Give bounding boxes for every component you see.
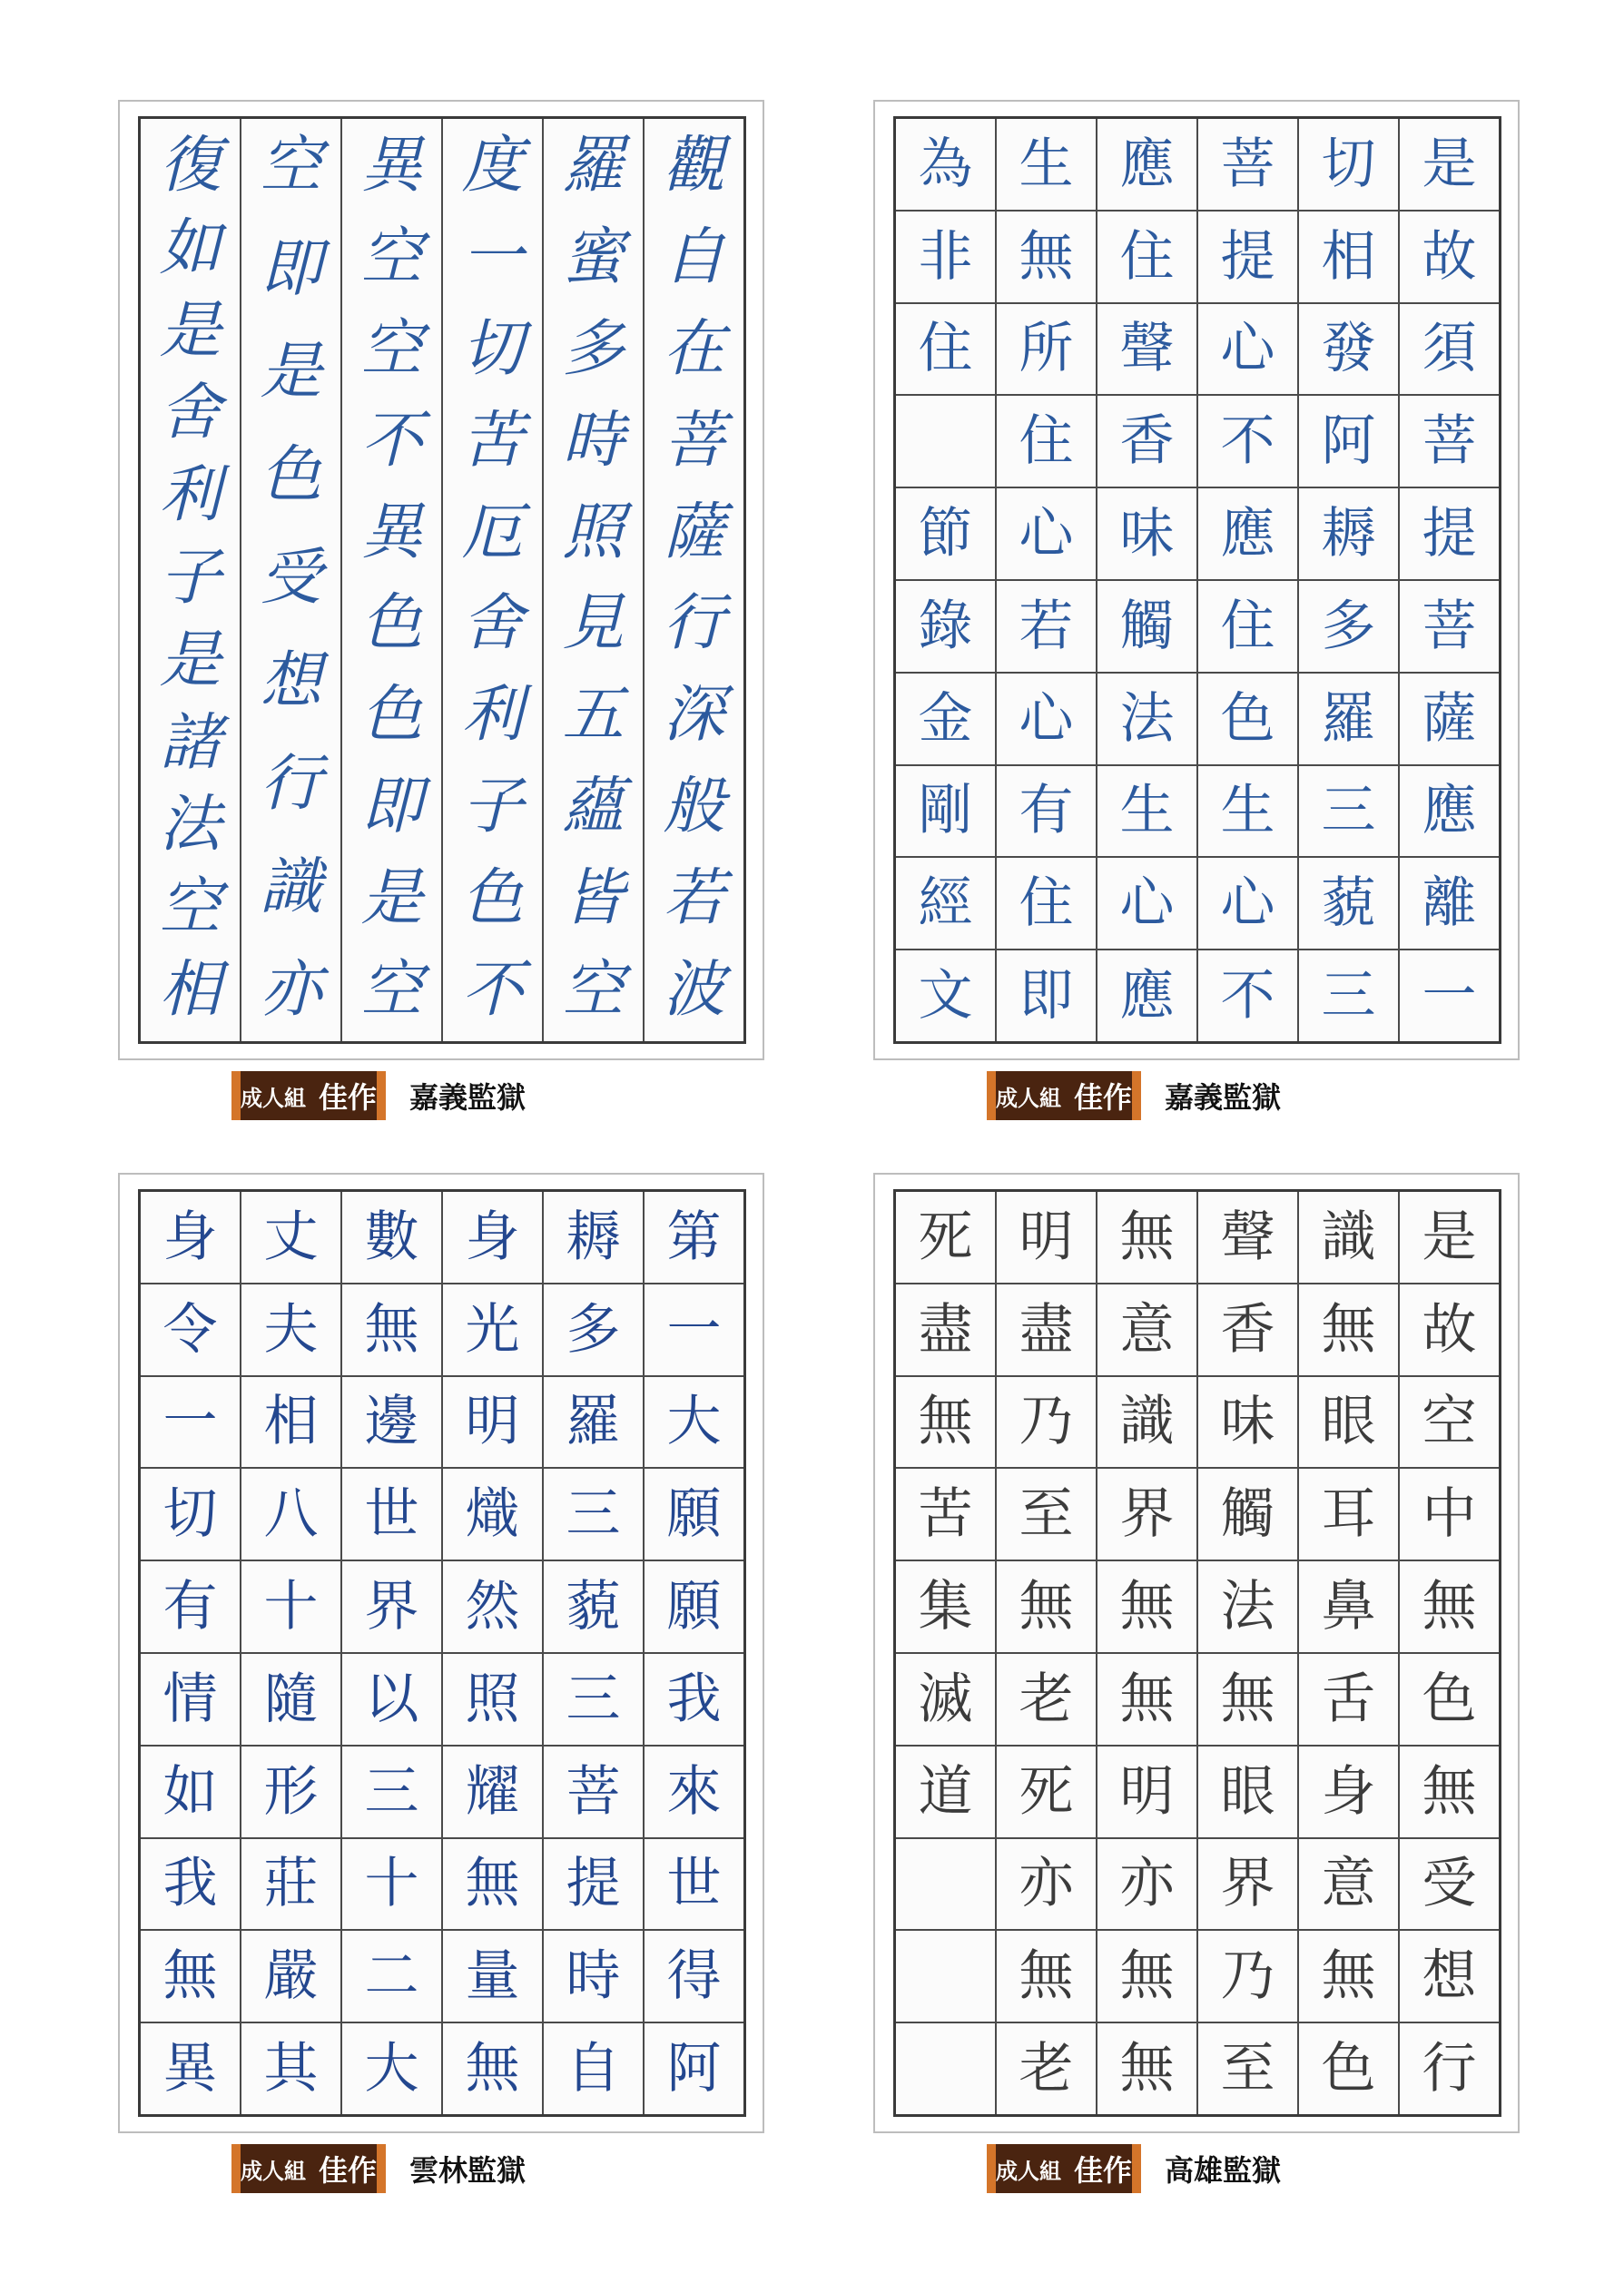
grid-cell: 第 [645, 1192, 743, 1284]
grid-cell: 菩 [1400, 396, 1499, 488]
grid-cell: 多 [1299, 581, 1398, 674]
grid-cell: 熾 [443, 1469, 542, 1561]
grid-column [342, 1192, 443, 2114]
grid-cell: 無 [1097, 1931, 1196, 2023]
institution-name: 嘉義監獄 [1165, 1080, 1282, 1115]
grid-cell: 無 [342, 1284, 441, 1377]
grid-cell: 阿 [1299, 396, 1398, 488]
grid-cell: 生 [1198, 766, 1297, 859]
character: 空 [360, 953, 423, 1026]
grid-cell: 薩 [1400, 674, 1499, 766]
award-label: 佳作 [1074, 2153, 1133, 2188]
character: 是 [260, 336, 322, 408]
grid-cell: 無 [896, 1377, 995, 1470]
grid-cell: 錄 [896, 581, 995, 674]
grid-cell: 眼 [1299, 1377, 1398, 1470]
grid-cell: 明 [997, 1192, 1096, 1284]
award-badge [987, 2144, 1141, 2193]
character: 舍 [461, 587, 524, 660]
grid-cell: 嚴 [241, 1931, 340, 2023]
grid-cell: 我 [141, 1839, 240, 1932]
grid-cell: 無 [465, 2037, 520, 2101]
character: 空 [562, 953, 625, 1026]
grid-cell: 中 [1400, 1469, 1499, 1561]
grid-cell: 十 [342, 1839, 441, 1932]
grid-cell: 界 [342, 1561, 441, 1654]
grid-cell: 乃 [1198, 1931, 1297, 2023]
character: 是 [360, 862, 423, 934]
grid-cell: 身 [1299, 1747, 1398, 1839]
text-column [241, 119, 342, 1041]
grid-cell: 相 [1299, 212, 1398, 304]
grid-cell: 耀 [443, 1747, 542, 1839]
grid-cell: 菩 [1198, 119, 1297, 212]
grid-cell: 羅 [544, 1377, 643, 1470]
grid-cell: 無 [1198, 1654, 1297, 1747]
grid-cell: 一 [1422, 964, 1477, 1028]
grid-cell: 大 [645, 1377, 743, 1470]
grid-cell: 盡 [997, 1284, 1096, 1377]
grid-cell: 三 [544, 1654, 643, 1747]
grid-cell: 香 [1097, 396, 1196, 488]
grid-cell: 非 [896, 212, 995, 304]
group-label: 成人組 [996, 2158, 1061, 2184]
grid-cell: 心 [1198, 858, 1297, 950]
text-column [645, 119, 743, 1041]
grid-cell: 隨 [241, 1654, 340, 1747]
grid-cell: 亦 [1097, 1839, 1196, 1932]
grid-cell: 量 [443, 1931, 542, 2023]
character: 羅 [562, 130, 625, 202]
calligraphy-paper [138, 1189, 746, 2117]
character: 深 [663, 679, 725, 752]
grid-cell: 無 [443, 1839, 542, 1932]
award-badge [231, 1071, 386, 1120]
grid-cell: 節 [896, 488, 995, 581]
grid-cell: 菩 [544, 1747, 643, 1839]
grid-cell: 老 [1019, 2037, 1074, 2101]
award-badge [987, 1071, 1141, 1120]
grid-cell: 聲 [1198, 1192, 1297, 1284]
grid-cell: 阿 [666, 2037, 722, 2101]
grid-cell: 應 [1198, 488, 1297, 581]
character: 在 [663, 312, 725, 385]
character: 異 [360, 496, 423, 568]
grid-cell: 故 [1400, 1284, 1499, 1377]
grid-cell: 味 [1097, 488, 1196, 581]
character: 多 [562, 312, 625, 385]
grid-column [1198, 1192, 1299, 2114]
grid-cell: 法 [1198, 1561, 1297, 1654]
grid-cell: 無 [1299, 1931, 1398, 2023]
calligraphy-paper [893, 1189, 1501, 2117]
grid-cell: 住 [997, 396, 1096, 488]
grid-cell: 眼 [1198, 1747, 1297, 1839]
grid-cell: 光 [443, 1284, 542, 1377]
grid-cell: 所 [997, 304, 1096, 397]
grid-cell: 情 [141, 1654, 240, 1747]
grid-cell: 經 [896, 858, 995, 950]
grid-cell: 耨 [1299, 488, 1398, 581]
character: 色 [461, 862, 524, 934]
character: 行 [663, 587, 725, 660]
character: 色 [360, 679, 423, 752]
character: 空 [360, 221, 423, 293]
grid-cell: 願 [645, 1469, 743, 1561]
character: 五 [562, 679, 625, 752]
institution-name: 嘉義監獄 [409, 1080, 527, 1115]
grid-cell: 耨 [544, 1192, 643, 1284]
grid-cell: 世 [342, 1469, 441, 1561]
grid-cell: 應 [1119, 964, 1175, 1028]
text-column [443, 119, 544, 1041]
grid-cell: 無 [997, 1561, 1096, 1654]
character: 是 [159, 624, 221, 696]
character: 如 [159, 212, 221, 284]
grid-cell: 住 [896, 304, 995, 397]
award-label: 佳作 [1074, 1080, 1133, 1115]
character: 異 [360, 130, 423, 202]
text-column [544, 119, 645, 1041]
grid-cell: 心 [1097, 858, 1196, 950]
grid-cell: 受 [1400, 1839, 1499, 1932]
text-column [342, 119, 443, 1041]
grid-cell: 界 [1097, 1469, 1196, 1561]
grid-cell: 邊 [342, 1377, 441, 1470]
character: 厄 [461, 496, 524, 568]
grid-cell: 住 [1097, 212, 1196, 304]
grid-cell: 無 [997, 212, 1096, 304]
grid-cell: 識 [1097, 1377, 1196, 1470]
character: 舍 [159, 377, 221, 449]
grid-cell: 三 [1321, 964, 1376, 1028]
grid-column [141, 1192, 241, 2114]
grid-column [544, 1192, 645, 2114]
character: 自 [663, 221, 725, 293]
text-column [141, 119, 241, 1041]
grid-cell: 空 [1400, 1377, 1499, 1470]
character: 蜜 [562, 221, 625, 293]
grid-cell: 道 [896, 1747, 995, 1839]
institution-name: 雲林監獄 [409, 2153, 527, 2188]
grid-cell: 心 [997, 488, 1096, 581]
institution-name: 高雄監獄 [1165, 2153, 1282, 2188]
character: 相 [159, 953, 221, 1026]
grid-column [1400, 119, 1499, 1041]
grid-cell: 夫 [241, 1284, 340, 1377]
character: 是 [159, 294, 221, 367]
grid-cell: 明 [443, 1377, 542, 1470]
grid-cell: 八 [241, 1469, 340, 1561]
character: 空 [159, 871, 221, 944]
character: 度 [461, 130, 524, 202]
character-grid [141, 1192, 743, 2114]
character: 薩 [663, 496, 725, 568]
grid-cell: 羅 [1299, 674, 1398, 766]
grid-cell [896, 1839, 995, 1932]
character: 不 [461, 953, 524, 1026]
character: 苦 [461, 404, 524, 477]
grid-cell: 有 [141, 1561, 240, 1654]
character: 若 [663, 862, 725, 934]
grid-cell: 無 [1400, 1561, 1499, 1654]
entry-caption-3 [231, 2144, 526, 2193]
grid-cell: 切 [1299, 119, 1398, 212]
grid-cell: 三 [1299, 766, 1398, 859]
grid-cell: 十 [241, 1561, 340, 1654]
grid-cell [896, 2023, 995, 2114]
grid-column [241, 1192, 342, 2114]
grid-cell: 金 [896, 674, 995, 766]
grid-column [1400, 1192, 1499, 2114]
grid-cell: 願 [645, 1561, 743, 1654]
grid-cell: 是 [1400, 1192, 1499, 1284]
character: 利 [159, 459, 221, 532]
grid-column [997, 119, 1097, 1041]
grid-cell: 有 [997, 766, 1096, 859]
character: 見 [562, 587, 625, 660]
entry-caption-4 [987, 2144, 1281, 2193]
grid-cell: 無 [1097, 1561, 1196, 1654]
grid-cell: 色 [1400, 1654, 1499, 1747]
award-badge [231, 2144, 386, 2193]
grid-cell: 我 [645, 1654, 743, 1747]
grid-cell: 味 [1198, 1377, 1297, 1470]
grid-cell: 形 [241, 1747, 340, 1839]
grid-cell: 無 [997, 1931, 1096, 2023]
character: 即 [360, 771, 423, 843]
character: 諸 [159, 706, 221, 779]
grid-cell: 亦 [997, 1839, 1096, 1932]
grid-column [997, 1192, 1097, 2114]
character: 亦 [260, 954, 322, 1026]
grid-cell: 為 [896, 119, 995, 212]
grid-cell: 無 [1097, 1654, 1196, 1747]
grid-cell: 其 [263, 2037, 319, 2101]
grid-cell: 苦 [896, 1469, 995, 1561]
grid-cell: 法 [1097, 674, 1196, 766]
grid-cell: 識 [1299, 1192, 1398, 1284]
grid-column [1198, 119, 1299, 1041]
grid-cell: 觸 [1097, 581, 1196, 674]
character: 想 [260, 645, 322, 717]
grid-cell: 三 [544, 1469, 643, 1561]
grid-cell: 令 [141, 1284, 240, 1377]
grid-cell: 文 [918, 964, 973, 1028]
grid-cell: 時 [544, 1931, 643, 2023]
grid-cell: 色 [1198, 674, 1297, 766]
entry-caption-2 [987, 1071, 1281, 1120]
character: 行 [260, 748, 322, 820]
grid-cell: 即 [1019, 964, 1074, 1028]
character: 子 [159, 541, 221, 614]
character: 空 [260, 130, 322, 202]
grid-cell: 明 [1097, 1747, 1196, 1839]
character: 皆 [562, 862, 625, 934]
grid-cell: 照 [443, 1654, 542, 1747]
grid-cell: 得 [645, 1931, 743, 2023]
grid-cell: 異 [162, 2037, 218, 2101]
character: 受 [260, 542, 322, 614]
grid-cell: 藐 [544, 1561, 643, 1654]
grid-cell: 意 [1299, 1839, 1398, 1932]
grid-cell: 丈 [241, 1192, 340, 1284]
grid-column [1299, 1192, 1400, 2114]
grid-cell: 觸 [1198, 1469, 1297, 1561]
character: 一 [461, 221, 524, 293]
group-label: 成人組 [996, 1085, 1061, 1111]
grid-cell: 藐 [1299, 858, 1398, 950]
grid-column [896, 1192, 997, 2114]
entry-sheet-3 [118, 1173, 764, 2133]
grid-cell: 菩 [1400, 581, 1499, 674]
grid-cell: 想 [1400, 1931, 1499, 2023]
grid-cell: 住 [997, 858, 1096, 950]
grid-cell: 一 [141, 1377, 240, 1470]
grid-cell: 數 [342, 1192, 441, 1284]
grid-cell: 身 [443, 1192, 542, 1284]
grid-cell: 無 [1119, 2037, 1175, 2101]
grid-cell: 意 [1097, 1284, 1196, 1377]
grid-cell: 相 [241, 1377, 340, 1470]
grid-cell: 生 [997, 119, 1096, 212]
character: 法 [159, 789, 221, 861]
character: 不 [360, 404, 423, 477]
grid-cell: 多 [544, 1284, 643, 1377]
entry-sheet-1 [118, 100, 764, 1060]
character: 即 [260, 232, 322, 305]
entry-sheet-2 [873, 100, 1520, 1060]
grid-cell: 舌 [1299, 1654, 1398, 1747]
grid-cell: 至 [997, 1469, 1096, 1561]
grid-cell: 應 [1097, 119, 1196, 212]
grid-cell: 剛 [896, 766, 995, 859]
grid-cell: 提 [1198, 212, 1297, 304]
award-label: 佳作 [319, 2153, 378, 2188]
grid-cell: 無 [141, 1931, 240, 2023]
grid-cell: 老 [997, 1654, 1096, 1747]
calligraphy-paper [893, 116, 1501, 1044]
character: 復 [159, 130, 221, 202]
character-grid [896, 1192, 1499, 2114]
grid-cell [896, 1931, 995, 2023]
grid-cell: 滅 [896, 1654, 995, 1747]
grid-cell: 莊 [241, 1839, 340, 1932]
grid-cell: 集 [896, 1561, 995, 1654]
grid-cell: 應 [1400, 766, 1499, 859]
grid-cell: 如 [141, 1747, 240, 1839]
character: 利 [461, 679, 524, 752]
character-grid [896, 119, 1499, 1041]
grid-cell: 提 [544, 1839, 643, 1932]
grid-column [645, 1192, 743, 2114]
grid-cell: 無 [1299, 1284, 1398, 1377]
grid-cell: 死 [997, 1747, 1096, 1839]
grid-cell: 香 [1198, 1284, 1297, 1377]
grid-cell [896, 396, 995, 488]
text-columns [141, 119, 743, 1041]
grid-cell: 盡 [896, 1284, 995, 1377]
grid-cell: 以 [342, 1654, 441, 1747]
grid-cell: 故 [1400, 212, 1499, 304]
grid-column [1097, 119, 1198, 1041]
grid-cell: 色 [1321, 2037, 1376, 2101]
character: 空 [360, 312, 423, 385]
grid-cell: 若 [997, 581, 1096, 674]
award-label: 佳作 [319, 1080, 378, 1115]
character: 觀 [663, 130, 725, 202]
grid-cell: 發 [1299, 304, 1398, 397]
character: 色 [260, 438, 322, 511]
character: 照 [562, 496, 625, 568]
grid-cell: 提 [1400, 488, 1499, 581]
character: 蘊 [562, 771, 625, 843]
grid-cell: 二 [342, 1931, 441, 2023]
character: 色 [360, 587, 423, 660]
grid-cell: 不 [1220, 964, 1275, 1028]
grid-cell: 然 [443, 1561, 542, 1654]
grid-cell: 聲 [1097, 304, 1196, 397]
grid-cell: 無 [1400, 1747, 1499, 1839]
grid-cell: 一 [645, 1284, 743, 1377]
grid-cell: 無 [1097, 1192, 1196, 1284]
grid-cell: 不 [1198, 396, 1297, 488]
grid-cell: 大 [364, 2037, 419, 2101]
character: 菩 [663, 404, 725, 477]
grid-cell: 行 [1422, 2037, 1477, 2101]
grid-cell: 鼻 [1299, 1561, 1398, 1654]
grid-column [443, 1192, 544, 2114]
grid-cell: 住 [1198, 581, 1297, 674]
grid-column [1299, 119, 1400, 1041]
grid-cell: 生 [1097, 766, 1196, 859]
grid-cell: 切 [141, 1469, 240, 1561]
grid-cell: 至 [1220, 2037, 1275, 2101]
character: 時 [562, 404, 625, 477]
grid-column [896, 119, 997, 1041]
group-label: 成人組 [241, 2158, 306, 2184]
grid-cell: 世 [645, 1839, 743, 1932]
grid-cell: 身 [141, 1192, 240, 1284]
grid-cell: 心 [1198, 304, 1297, 397]
grid-cell: 自 [566, 2037, 621, 2101]
character: 波 [663, 953, 725, 1026]
grid-cell: 心 [997, 674, 1096, 766]
entry-caption-1 [231, 1071, 526, 1120]
grid-cell: 是 [1400, 119, 1499, 212]
grid-column [1097, 1192, 1198, 2114]
grid-cell: 須 [1400, 304, 1499, 397]
grid-cell: 耳 [1299, 1469, 1398, 1561]
character: 識 [260, 851, 322, 923]
grid-cell: 來 [645, 1747, 743, 1839]
grid-cell: 死 [896, 1192, 995, 1284]
calligraphy-paper [138, 116, 746, 1044]
grid-cell: 三 [342, 1747, 441, 1839]
grid-cell: 乃 [997, 1377, 1096, 1470]
entry-sheet-4 [873, 1173, 1520, 2133]
character: 子 [461, 771, 524, 843]
character: 切 [461, 312, 524, 385]
grid-cell: 界 [1198, 1839, 1297, 1932]
grid-cell: 離 [1400, 858, 1499, 950]
group-label: 成人組 [241, 1085, 306, 1111]
character: 般 [663, 771, 725, 843]
